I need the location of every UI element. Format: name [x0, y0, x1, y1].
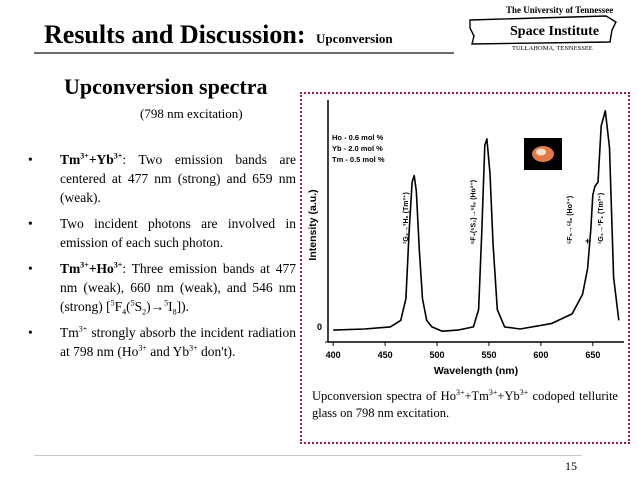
legend-entry: Yb - 2.0 mol % — [332, 144, 383, 153]
footer-divider — [34, 455, 582, 456]
text-run: 3+ — [519, 387, 529, 397]
text-run: 2 — [142, 307, 147, 317]
band-annotation: ⁵F₅→⁵I₈ (Ho³⁺) — [567, 195, 575, 244]
text-run: )→ — [146, 299, 165, 314]
text-run: S — [134, 299, 143, 314]
text-run: 3+ — [455, 387, 465, 397]
legend-entry: Ho - 0.6 mol % — [332, 133, 384, 142]
text-run: +Yb — [88, 152, 114, 167]
text-run: 3+ — [138, 343, 147, 353]
bullet-marker: • — [28, 216, 33, 231]
inset-glow-core — [536, 149, 546, 156]
text-run: 5 — [110, 298, 115, 308]
text-run: +Tm — [464, 389, 489, 403]
upconversion-chart — [302, 94, 628, 384]
text-run: Upconversion spectra of Ho — [312, 389, 456, 403]
text-run: +Yb — [497, 389, 520, 403]
text-run: and Yb — [146, 344, 190, 359]
slide-title — [44, 20, 393, 50]
bullet-list — [28, 150, 296, 368]
x-axis-label: Wavelength (nm) — [433, 365, 519, 377]
inset-sample-photo — [524, 138, 562, 170]
text-run: 3+ — [113, 260, 123, 270]
text-run: +Ho — [88, 261, 114, 276]
x-tick-label: 600 — [533, 350, 549, 360]
x-tick-label: 400 — [325, 350, 341, 360]
text-run: ]). — [176, 299, 190, 314]
slide-header — [0, 0, 638, 58]
text-run: 8 — [172, 307, 177, 317]
x-tick-label: 500 — [429, 350, 445, 360]
text-run: ( — [126, 299, 131, 314]
legend-entry: Tm - 0.5 mol % — [332, 155, 385, 164]
band-annotation: ¹G₄→³H₆ (Tm³⁺) — [402, 192, 410, 244]
annotation-plus: + — [585, 236, 591, 246]
page-number: 15 — [565, 459, 577, 473]
bullet-item — [28, 214, 296, 252]
text-run: Tm — [60, 325, 79, 340]
text-run: 5 — [164, 298, 169, 308]
section-heading: Upconversion spectra — [64, 74, 268, 99]
bullet-marker: • — [28, 261, 33, 276]
band-annotation: ¹G₄→³F₄ (Tm³⁺) — [598, 192, 606, 244]
chart-legend — [332, 133, 385, 164]
x-tick-label: 650 — [585, 350, 601, 360]
bullet-item — [28, 150, 296, 207]
figure-caption — [312, 388, 618, 422]
slide-title-text: Results and Discussion: — [44, 20, 306, 49]
text-run: : Three emission bands at 477 nm (weak), 660 nm (weak), and 546 nm (strong) [ — [60, 261, 296, 314]
x-tick-label: 550 — [481, 350, 497, 360]
text-run: 3+ — [189, 343, 198, 353]
bullet-item — [28, 259, 296, 316]
university-logo — [466, 2, 632, 54]
text-run: strongly absorb the incident radiation at 798 nm (Ho — [60, 325, 296, 359]
text-run: F — [114, 299, 123, 314]
x-tick-label: 450 — [377, 350, 393, 360]
bullet-marker: • — [28, 152, 33, 167]
y-tick-label: 0 — [316, 322, 322, 332]
chart-annotations — [402, 180, 605, 246]
text-run: 3+ — [78, 324, 88, 334]
logo-line-2: Space Institute — [510, 24, 600, 39]
text-run: Tm — [60, 261, 81, 276]
text-run: 3+ — [80, 151, 89, 161]
bullet-item — [28, 323, 296, 361]
logo-line-3: TULLAHOMA, TENNESSEE — [512, 45, 593, 52]
text-run: : Two emission bands are centered at 477 nm (strong) and 659 nm (weak). — [60, 152, 296, 205]
excitation-note: (798 nm excitation) — [140, 106, 243, 121]
text-run: 5 — [130, 298, 135, 308]
text-run: 3+ — [113, 151, 123, 161]
header-divider — [34, 52, 454, 54]
text-run: codoped tellurite glass on 798 nm excitation. — [312, 389, 618, 420]
text-run: I — [168, 299, 173, 314]
text-run: 4 — [122, 307, 127, 317]
text-run: Tm — [60, 152, 81, 167]
band-annotation: ⁵F₄(⁵S₂)→⁵I₈ (Ho³⁺) — [470, 179, 478, 244]
slide-subtitle: Upconversion — [316, 31, 393, 46]
text-run: 3+ — [488, 387, 498, 397]
text-run: 3+ — [80, 260, 89, 270]
text-run: don't). — [197, 344, 236, 359]
text-run: Two incident photons are involved in emission of each such photon. — [60, 216, 296, 250]
y-axis-label: Intensity (a.u.) — [307, 189, 319, 261]
logo-line-1: The University of Tennessee — [506, 5, 614, 15]
bullet-marker: • — [28, 325, 33, 340]
